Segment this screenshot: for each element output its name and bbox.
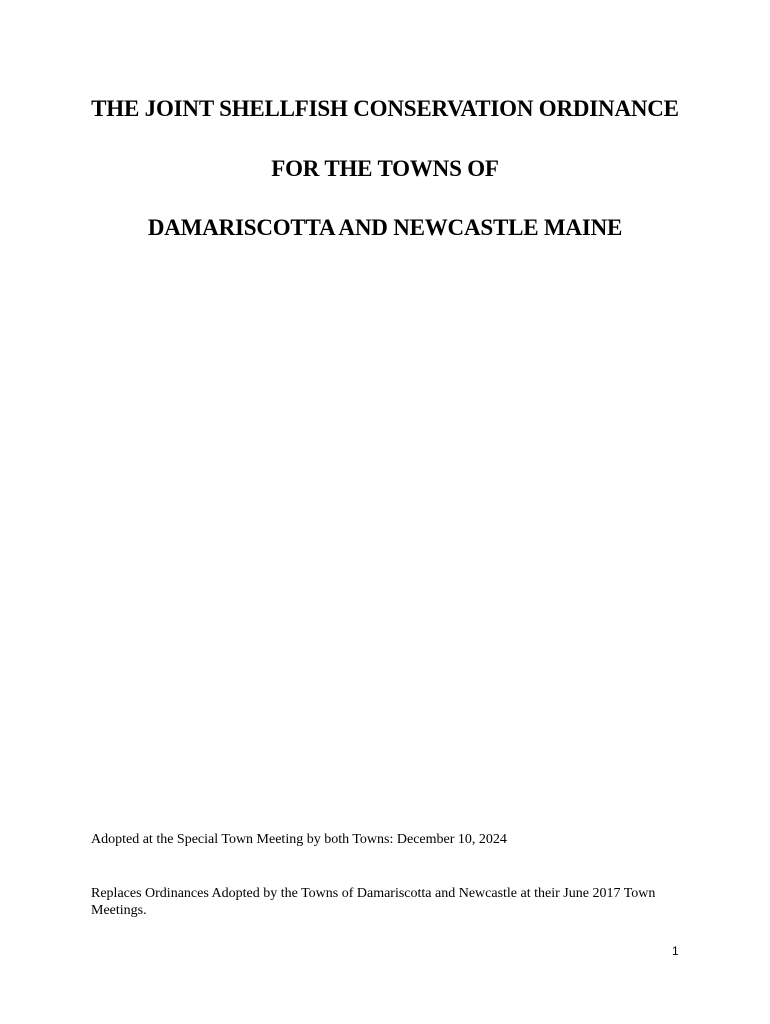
page-number: 1 [672,944,679,958]
title-line-2: FOR THE TOWNS OF [271,156,499,181]
replacement-statement: Replaces Ordinances Adopted by the Towns of Damariscotta and Newcastle at their June 2017 Town Meetings. [91,886,656,918]
title-line-1: THE JOINT SHELLFISH CONSERVATION ORDINANCE [91,96,679,121]
adoption-statement: Adopted at the Special Town Meeting by both Towns: December 10, 2024 [91,832,507,847]
title-line-3: DAMARISCOTTA AND NEWCASTLE MAINE [147,215,623,240]
